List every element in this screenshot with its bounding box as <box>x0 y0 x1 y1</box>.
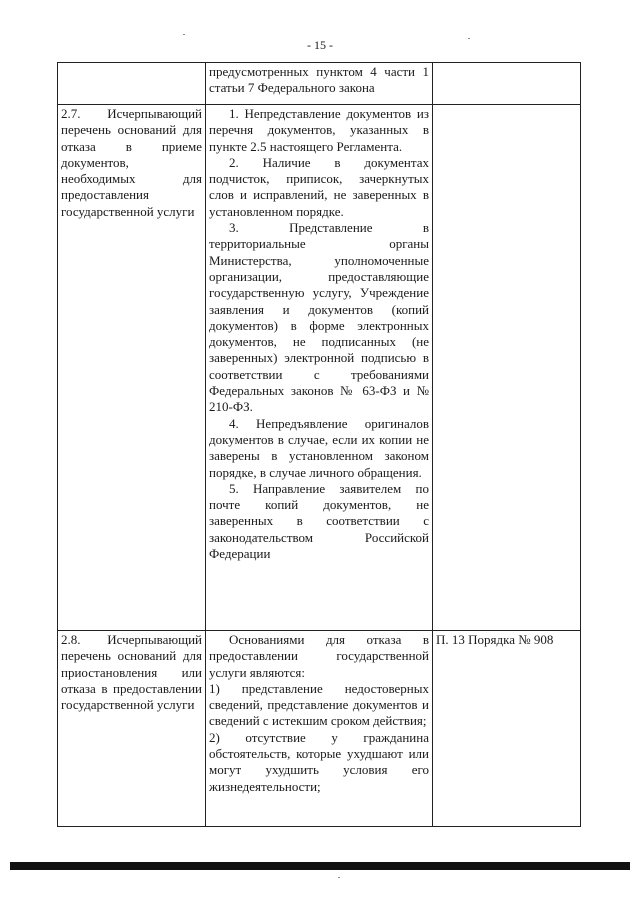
cell-2-7-heading <box>58 105 206 631</box>
denial-reason-1: 1) представление недостоверных сведений, представление документов и сведений с истекшим сроком действия; <box>209 680 429 729</box>
cell-2-8-reference <box>433 631 581 827</box>
scan-speck <box>338 877 340 878</box>
refusal-reason-3: 3. Представление в территориальные органы Министерства, уполномоченные организации, предоставляющие государственную услугу, Учреждение заявления и документов (копий документов) в форме электронных документов, не подписанных (не заверенных) электронной подписью в соответствии с требованиями Федеральных законов № 63-ФЗ и № 210-ФЗ. <box>209 220 429 415</box>
page-number: - 15 - <box>307 38 333 52</box>
refusal-reason-4: 4. Непредъявление оригиналов документов в случае, если их копии не заверены в установленном законом порядке, в случае личного обращения. <box>209 415 429 480</box>
cell-2-8-heading <box>58 631 206 827</box>
table-row-continuation <box>58 63 581 105</box>
bottom-border-bar <box>10 862 630 870</box>
denial-intro: Основаниями для отказа в предоставлении государственной услуги являются: <box>209 632 429 680</box>
row-2-7-heading: 2.7. Исчерпывающий перечень оснований для отказа в приеме документов, необходимых для предоставления государственной услуги <box>61 106 202 219</box>
cell-continuation-col1 <box>58 63 206 105</box>
refusal-reason-2: 2. Наличие в документах подчисток, приписок, зачеркнутых слов и исправлений, не заверенных в установленном порядке. <box>209 154 429 219</box>
table-row-2-7 <box>58 105 581 631</box>
table-row-2-8 <box>58 631 581 827</box>
cell-continuation-col2 <box>206 63 433 105</box>
continuation-text: предусмотренных пунктом 4 части 1 статьи 7 Федерального закона <box>209 64 429 96</box>
scan-speck <box>183 34 185 35</box>
row-2-8-reference: П. 13 Порядка № 908 <box>436 632 554 647</box>
scan-speck <box>468 38 470 39</box>
refusal-reason-1: 1. Непредставление документов из перечня документов, указанных в пункте 2.5 настоящего Регламента. <box>209 106 429 154</box>
row-2-8-heading: 2.8. Исчерпывающий перечень оснований для приостановления или отказа в предоставлении государственной услуги <box>61 632 202 713</box>
denial-reason-2: 2) отсутствие у гражданина обстоятельств, которые ухудшают или могут ухудшить условия его жизнедеятельности; <box>209 729 429 794</box>
refusal-reason-5: 5. Направление заявителем по почте копий документов, не заверенных в соответствии с законодательством Российской Федерации <box>209 480 429 562</box>
cell-2-8-content <box>206 631 433 827</box>
regulation-table <box>57 62 581 827</box>
cell-2-7-reference <box>433 105 581 631</box>
cell-continuation-col3 <box>433 63 581 105</box>
cell-2-7-content <box>206 105 433 631</box>
